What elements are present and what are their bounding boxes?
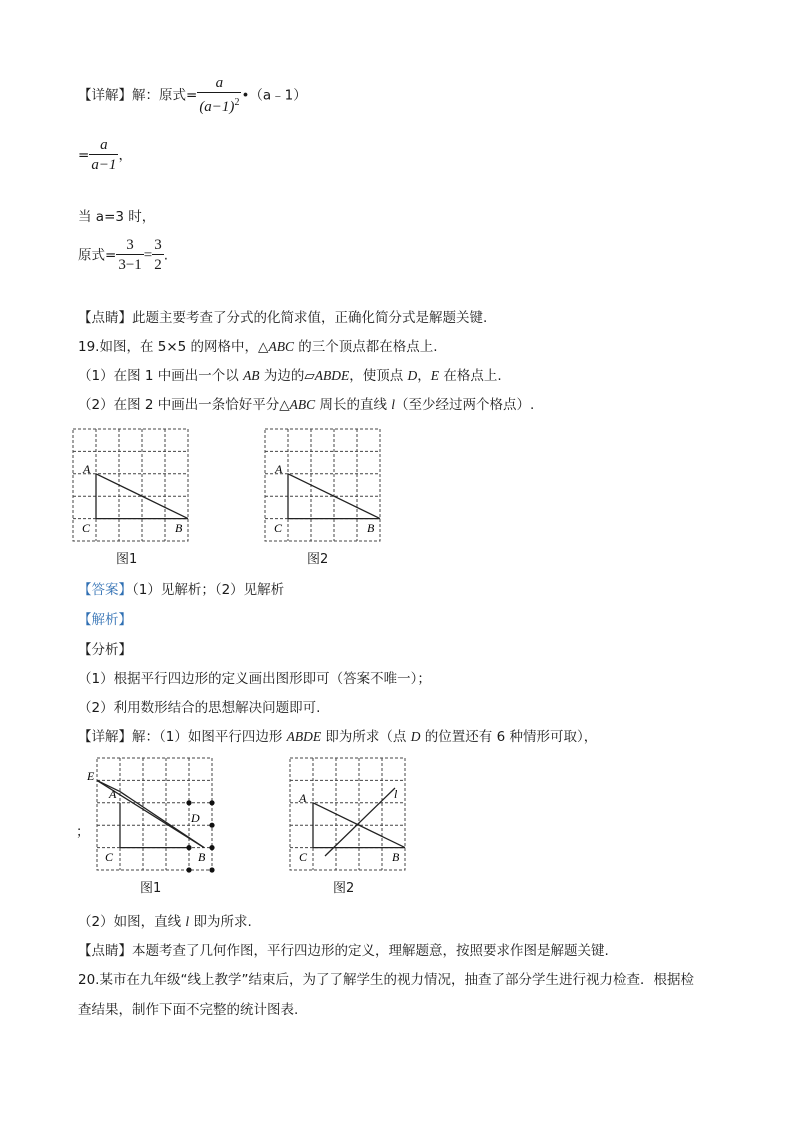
part1-text-f: 在格点上. <box>439 368 502 384</box>
question-figure-1 <box>72 428 192 544</box>
fenxi-label: 【分析】 <box>78 642 132 658</box>
label-d: D <box>191 811 200 825</box>
equals-sign: = <box>78 147 90 164</box>
label-c: C <box>82 521 91 535</box>
answer-line <box>78 580 284 600</box>
fraction-numerator: a <box>100 137 108 153</box>
fraction-numerator: 3 <box>154 237 162 253</box>
label-a: A <box>109 787 117 801</box>
triangle-abc: ABC <box>289 397 316 412</box>
fenxi-part-1: （1）根据平行四边形的定义画出图形即可（答案不唯一）； <box>78 671 431 687</box>
solution-prefix: 解：原式= <box>132 87 198 104</box>
part1-text-b: 为边的▱ <box>259 368 315 384</box>
result-prefix: 原式= <box>78 247 117 264</box>
semicolon: ； <box>76 824 90 840</box>
stem-text-1: 如图，在 5×5 的网格中，△ <box>99 339 269 355</box>
part1-text-c: ，使顶点 <box>349 368 408 384</box>
part2-answer <box>78 912 252 932</box>
label-a: A <box>275 462 283 476</box>
detail-bracket: 【详解】 <box>78 87 132 104</box>
label-b: B <box>175 521 183 535</box>
question-19-part-1 <box>78 366 502 386</box>
answer-text: （1）见解析；（2）见解析 <box>132 582 285 598</box>
part2-text-c: （至少经过两个格点）. <box>395 397 535 413</box>
question-20-line-2: 查结果，制作下面不完整的统计图表. <box>78 1002 299 1018</box>
analysis-label: 【解析】 <box>78 612 132 628</box>
question-20-line-1: 20.某市在九年级“线上教学”结束后，为了了解学生的视力情况，抽查了部分学生进行视力检查．根据检 <box>78 972 694 988</box>
fraction-denominator: $(a-1)^2$ <box>197 92 241 117</box>
caption-fig1: 图1 <box>140 881 162 896</box>
period: . <box>163 247 169 264</box>
detail-text-3: 的位置还有 6 种情形可取）， <box>420 729 598 745</box>
label-b: B <box>367 521 375 535</box>
label-a: A <box>299 791 307 805</box>
part2-answer-text-1: （2）如图，直线 <box>78 914 186 930</box>
multiply-term: •（a﹣1） <box>241 87 307 104</box>
label-c: C <box>274 521 283 535</box>
fraction-numerator: 3 <box>126 237 134 253</box>
parallelogram-abde: ABDE <box>286 729 322 744</box>
solution-line-4 <box>78 236 168 275</box>
part1-text-e: ， <box>417 368 431 384</box>
point-d: D <box>410 729 421 744</box>
fraction-a-over-a-minus-1-squared <box>197 74 241 117</box>
question-19-part-2 <box>78 395 534 415</box>
caption-fig2: 图2 <box>333 881 355 896</box>
fraction-3-over-3-minus-1 <box>116 236 143 275</box>
dianjing-text: 本题考查了几何作图，平行四边形的定义，理解题意，按照要求作图是解题关键. <box>132 943 609 959</box>
caption-fig1: 图1 <box>116 552 138 567</box>
point-e: E <box>430 368 440 383</box>
equals-sign: = <box>143 247 153 264</box>
label-b: B <box>392 850 400 864</box>
fraction-denominator: a−1 <box>89 154 118 175</box>
solution-line-1 <box>78 74 307 117</box>
detail-text-1: 解：（1）如图平行四边形 <box>132 729 287 745</box>
part1-text-a: （1）在图 1 中画出一个以 <box>78 368 244 384</box>
answer-label: 【答案】 <box>78 582 132 598</box>
question-number: 19. <box>78 339 100 355</box>
triangle-abc: ABC <box>268 339 294 354</box>
label-a: A <box>83 462 91 476</box>
question-figure-2 <box>264 428 384 544</box>
part2-text-a: （2）在图 2 中画出一条恰好平分△ <box>78 397 290 413</box>
part2-answer-text-2: 即为所求. <box>189 914 252 930</box>
dianjing-text: 此题主要考查了分式的化简求值，正确化简分式是解题关键. <box>132 310 488 326</box>
dianjing-bracket: 【点睛】 <box>78 943 132 959</box>
point-d: D <box>407 368 418 383</box>
xiangjie-line <box>78 727 597 747</box>
fraction-denominator: 2 <box>152 254 164 275</box>
label-b: B <box>198 850 206 864</box>
dianjing-bracket: 【点睛】 <box>78 310 132 326</box>
solution-figure-1 <box>87 756 220 874</box>
detail-bracket: 【详解】 <box>78 729 132 745</box>
question-19-stem <box>78 337 438 357</box>
stem-text-2: 的三个顶点都在格点上. <box>293 339 438 355</box>
label-c: C <box>105 850 114 864</box>
exponent: 2 <box>234 97 240 108</box>
dashed-grid <box>265 429 380 541</box>
dianjing-2 <box>78 941 609 961</box>
fraction-a-over-a-minus-1 <box>89 136 118 175</box>
label-l: l <box>394 787 398 801</box>
line-l: l <box>391 397 396 412</box>
solution-figure-2 <box>289 756 411 874</box>
fraction-3-over-2 <box>152 236 164 275</box>
part2-text-b: 周长的直线 <box>315 397 392 413</box>
fraction-denominator: 3−1 <box>116 254 143 275</box>
parallelogram-abde: ABDE <box>314 368 350 383</box>
dashed-grid <box>290 758 405 870</box>
fenxi-part-2: （2）利用数形结合的思想解决问题即可. <box>78 700 321 716</box>
label-e: E <box>87 769 95 783</box>
segment-ab: AB <box>243 368 260 383</box>
line-l: l <box>185 914 190 929</box>
label-c: C <box>299 850 308 864</box>
dashed-grid <box>73 429 188 541</box>
fraction-numerator: a <box>215 75 224 91</box>
dianjing-1 <box>78 308 487 328</box>
solution-line-2 <box>78 136 132 175</box>
comma: ， <box>118 147 132 164</box>
detail-text-2: 即为所求（点 <box>321 729 411 745</box>
when-a-equals-3: 当 a=3 时， <box>78 209 156 225</box>
caption-fig2: 图2 <box>307 552 329 567</box>
